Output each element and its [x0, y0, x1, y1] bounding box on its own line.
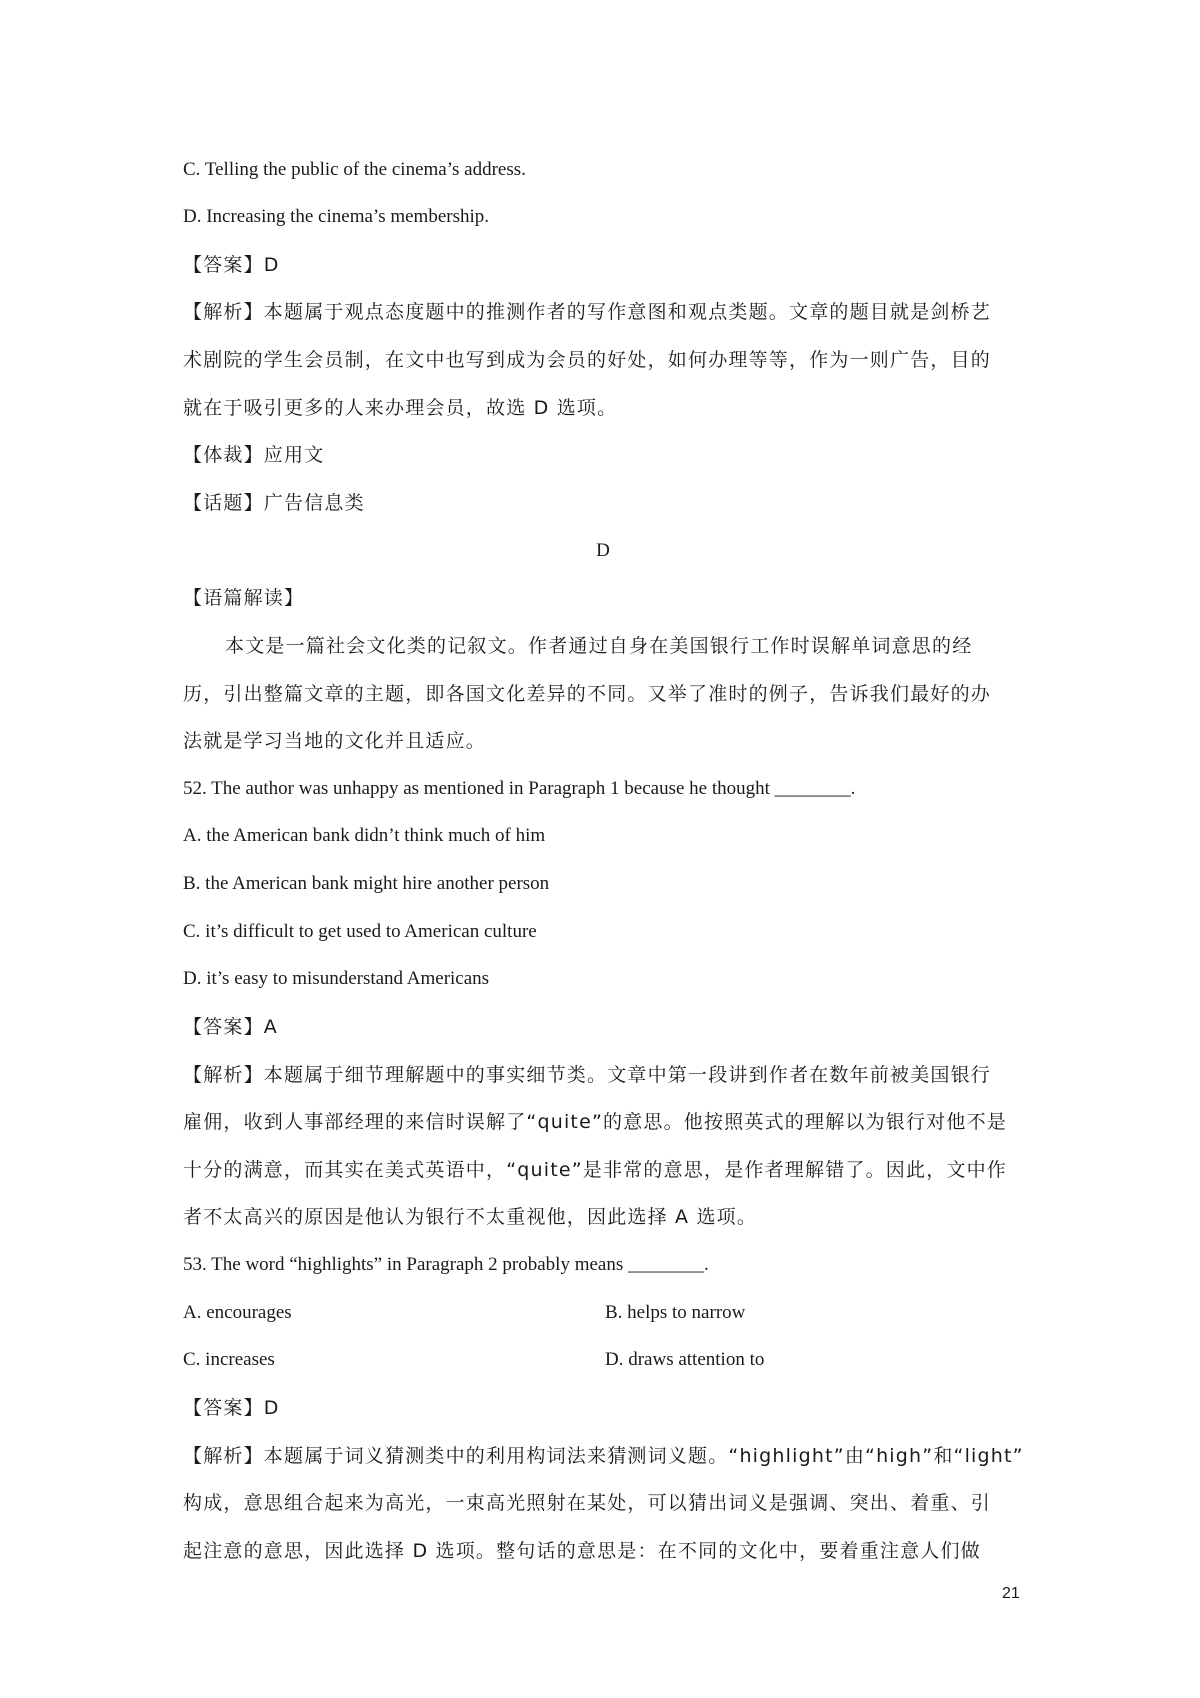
analysis-q53-line3: 起注意的意思，因此选择 D 选项。整句话的意思是：在不同的文化中，要着重注意人们做 — [183, 1540, 981, 1562]
analysis-q53-line2: 构成，意思组合起来为高光，一束高光照射在某处，可以猜出词义是强调、突出、着重、引 — [183, 1492, 992, 1514]
answer-q53: 【答案】D — [183, 1397, 280, 1419]
analysis-q51-line2: 术剧院的学生会员制，在文中也写到成为会员的好处，如何办理等等，作为一则广告，目的 — [183, 349, 992, 371]
passage-summary-line2: 历，引出整篇文章的主题，即各国文化差异的不同。又举了准时的例子，告诉我们最好的办 — [183, 683, 992, 705]
answer-q52: 【答案】A — [183, 1016, 278, 1038]
analysis-q52-line4: 者不太高兴的原因是他认为银行不太重视他，因此选择 A 选项。 — [183, 1206, 758, 1228]
genre-label: 【体裁】应用文 — [183, 444, 325, 466]
analysis-q51-line3: 就在于吸引更多的人来办理会员，故选 D 选项。 — [183, 397, 618, 419]
option-c-q53: C. increases — [183, 1349, 275, 1370]
option-d-q52: D. it’s easy to misunderstand Americans — [183, 968, 490, 989]
options-row2-q53 — [183, 1345, 1023, 1375]
analysis-q51-line1: 【解析】本题属于观点态度题中的推测作者的写作意图和观点类题。文章的题目就是剑桥艺 — [183, 301, 992, 323]
passage-reading-heading: 【语篇解读】 — [183, 587, 305, 609]
option-d-q51: D. Increasing the cinema’s membership. — [183, 206, 490, 227]
option-b-q53: B. helps to narrow — [605, 1302, 746, 1323]
analysis-q52-line2: 雇佣，收到人事部经理的来信时误解了“quite”的意思。他按照英式的理解以为银行对他不是 — [183, 1111, 1008, 1133]
option-a-q53: A. encourages — [183, 1302, 292, 1323]
option-d-q53: D. draws attention to — [605, 1349, 765, 1370]
analysis-q52-line1: 【解析】本题属于细节理解题中的事实细节类。文章中第一段讲到作者在数年前被美国银行 — [183, 1064, 992, 1086]
question-53: 53. The word “highlights” in Paragraph 2 probably means ________. — [183, 1254, 709, 1275]
answer-q51: 【答案】D — [183, 254, 280, 276]
section-heading-d: D — [596, 540, 610, 561]
options-row1-q53 — [183, 1298, 1023, 1328]
option-b-q52: B. the American bank might hire another person — [183, 873, 550, 894]
option-a-q52: A. the American bank didn’t think much of him — [183, 825, 546, 846]
page-number: 21 — [1002, 1585, 1020, 1602]
passage-summary-line3: 法就是学习当地的文化并且适应。 — [183, 730, 487, 752]
question-52: 52. The author was unhappy as mentioned in Paragraph 1 because he thought ________. — [183, 778, 856, 799]
topic-label: 【话题】广告信息类 — [183, 492, 365, 514]
passage-summary-line1: 本文是一篇社会文化类的记叙文。作者通过自身在美国银行工作时误解单词意思的经 — [225, 635, 973, 657]
analysis-q53-line1: 【解析】本题属于词义猜测类中的利用构词法来猜测词义题。“highlight”由“high”和“light” — [183, 1445, 1024, 1467]
option-c-q52: C. it’s difficult to get used to American culture — [183, 921, 537, 942]
analysis-q52-line3: 十分的满意，而其实在美式英语中，“quite”是非常的意思，是作者理解错了。因此，文中作 — [183, 1159, 1008, 1181]
option-c-q51: C. Telling the public of the cinema’s address. — [183, 159, 526, 180]
